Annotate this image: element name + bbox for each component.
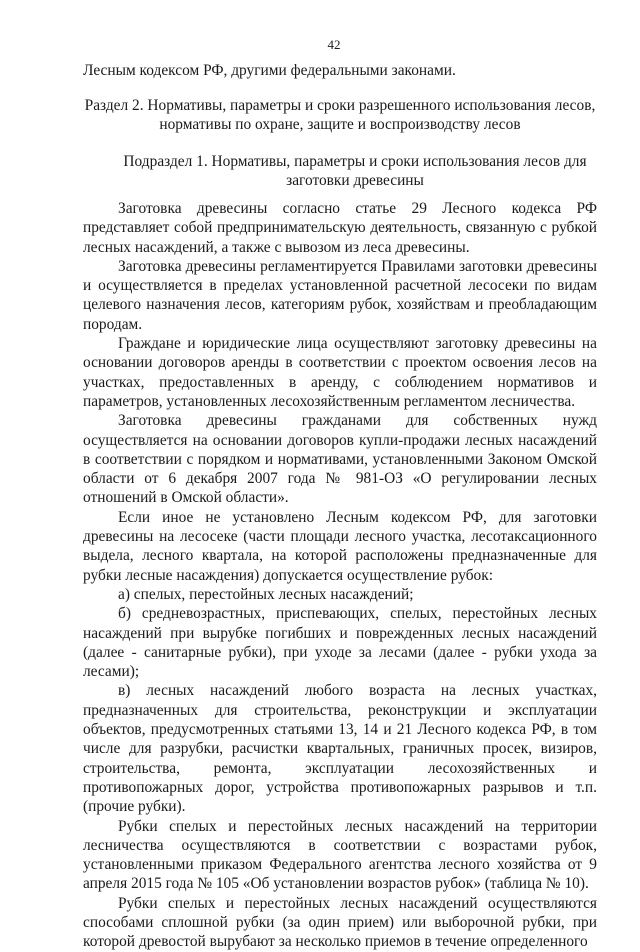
subsection-title-line-1: Подраздел 1. Нормативы, параметры и сроки использования лесов для xyxy=(123,153,587,170)
body-text xyxy=(83,199,597,952)
paragraph: Заготовка древесины согласно статье 29 Лесного кодекса РФ представляет собой предпринимательскую деятельность, связанную с рубкой лесных насаждений, а также с вывозом из леса древесины. xyxy=(83,200,597,256)
paragraph: Заготовка древесины регламентируется Правилами заготовки древесины и осуществляется в пределах установленной расчетной лесосеки по видам целевого назначения лесов, категориям рубок, хозяйствам и преобладающим породам. xyxy=(83,257,597,333)
section-title-line-1: Раздел 2. Нормативы, параметры и сроки разрешенного использования лесов, xyxy=(84,97,596,114)
continuation-line: Лесным кодексом РФ, другими федеральными законами. xyxy=(83,62,456,79)
paragraph: Граждане и юридические лица осуществляют заготовку древесины на основании договоров аренды в соответствии с проектом освоения лесов на участках, предоставленных в аренду, с соблюдением нормативов и параметров, установленных лесохозяйственным регламентом лесничества. xyxy=(83,335,597,410)
paragraph: Рубки спелых и перестойных лесных насаждений на территории лесничества осуществляются в соответствии с возрастами рубок, установленными приказом Федерального агентства лесного хозяйства от 9 апреля 2015 года № 105 «Об установлении возрастов рубок» (таблица № 10). xyxy=(83,817,597,893)
list-item: б) средневозрастных, приспевающих, спелых, перестойных лесных насаждений при вырубке погибших и поврежденных лесных насаждений (далее - санитарные рубки), при уходе за лесами (далее - рубки ухода за лесами); xyxy=(83,605,597,681)
paragraph: Если иное не установлено Лесным кодексом РФ, для заготовки древесины на лесосеке (части площади лесного участка, лесотаксационного выдела, лесного квартала, на которой расположены предназначенные для рубки лесные насаждения) допускается осуществление рубок: xyxy=(83,508,597,584)
paragraph: Заготовка древесины гражданами для собственных нужд осуществляется на основании договоров купли-продажи лесных насаждений в соответствии с порядком и нормативами, установленными Законом Омской области от 6 декабря 2007 года № 981-ОЗ «О регулировании лесных отношений в Омской области». xyxy=(83,412,597,507)
page-number: 42 xyxy=(327,37,341,52)
list-item: а) спелых, перестойных лесных насаждений; xyxy=(118,585,414,603)
section-title xyxy=(83,96,597,135)
subsection-title-line-2: заготовки древесины xyxy=(286,172,424,190)
paragraph: Рубки спелых и перестойных лесных насаждений осуществляются способами сплошной рубки (за один прием) или выборочной рубки, при которой древостой вырубают за несколько приемов в течение определенного xyxy=(83,894,597,951)
list-item: в) лесных насаждений любого возраста на лесных участках, предназначенных для строительства, реконструкции и эксплуатации объектов, предусмотренных статьями 13, 14 и 21 Лесного кодекса РФ, в том числе для разрубки, расчистки квартальных, граничных просек, визиров, строительства, ремонта, эксплуатации лесохозяйственных и противопожарных дорог, устройства противопожарных разрывов и т.п. (прочие рубки). xyxy=(83,682,597,816)
section-title-line-2: нормативы по охране, защите и воспроизводству лесов xyxy=(159,116,521,134)
subsection-title xyxy=(83,152,597,191)
